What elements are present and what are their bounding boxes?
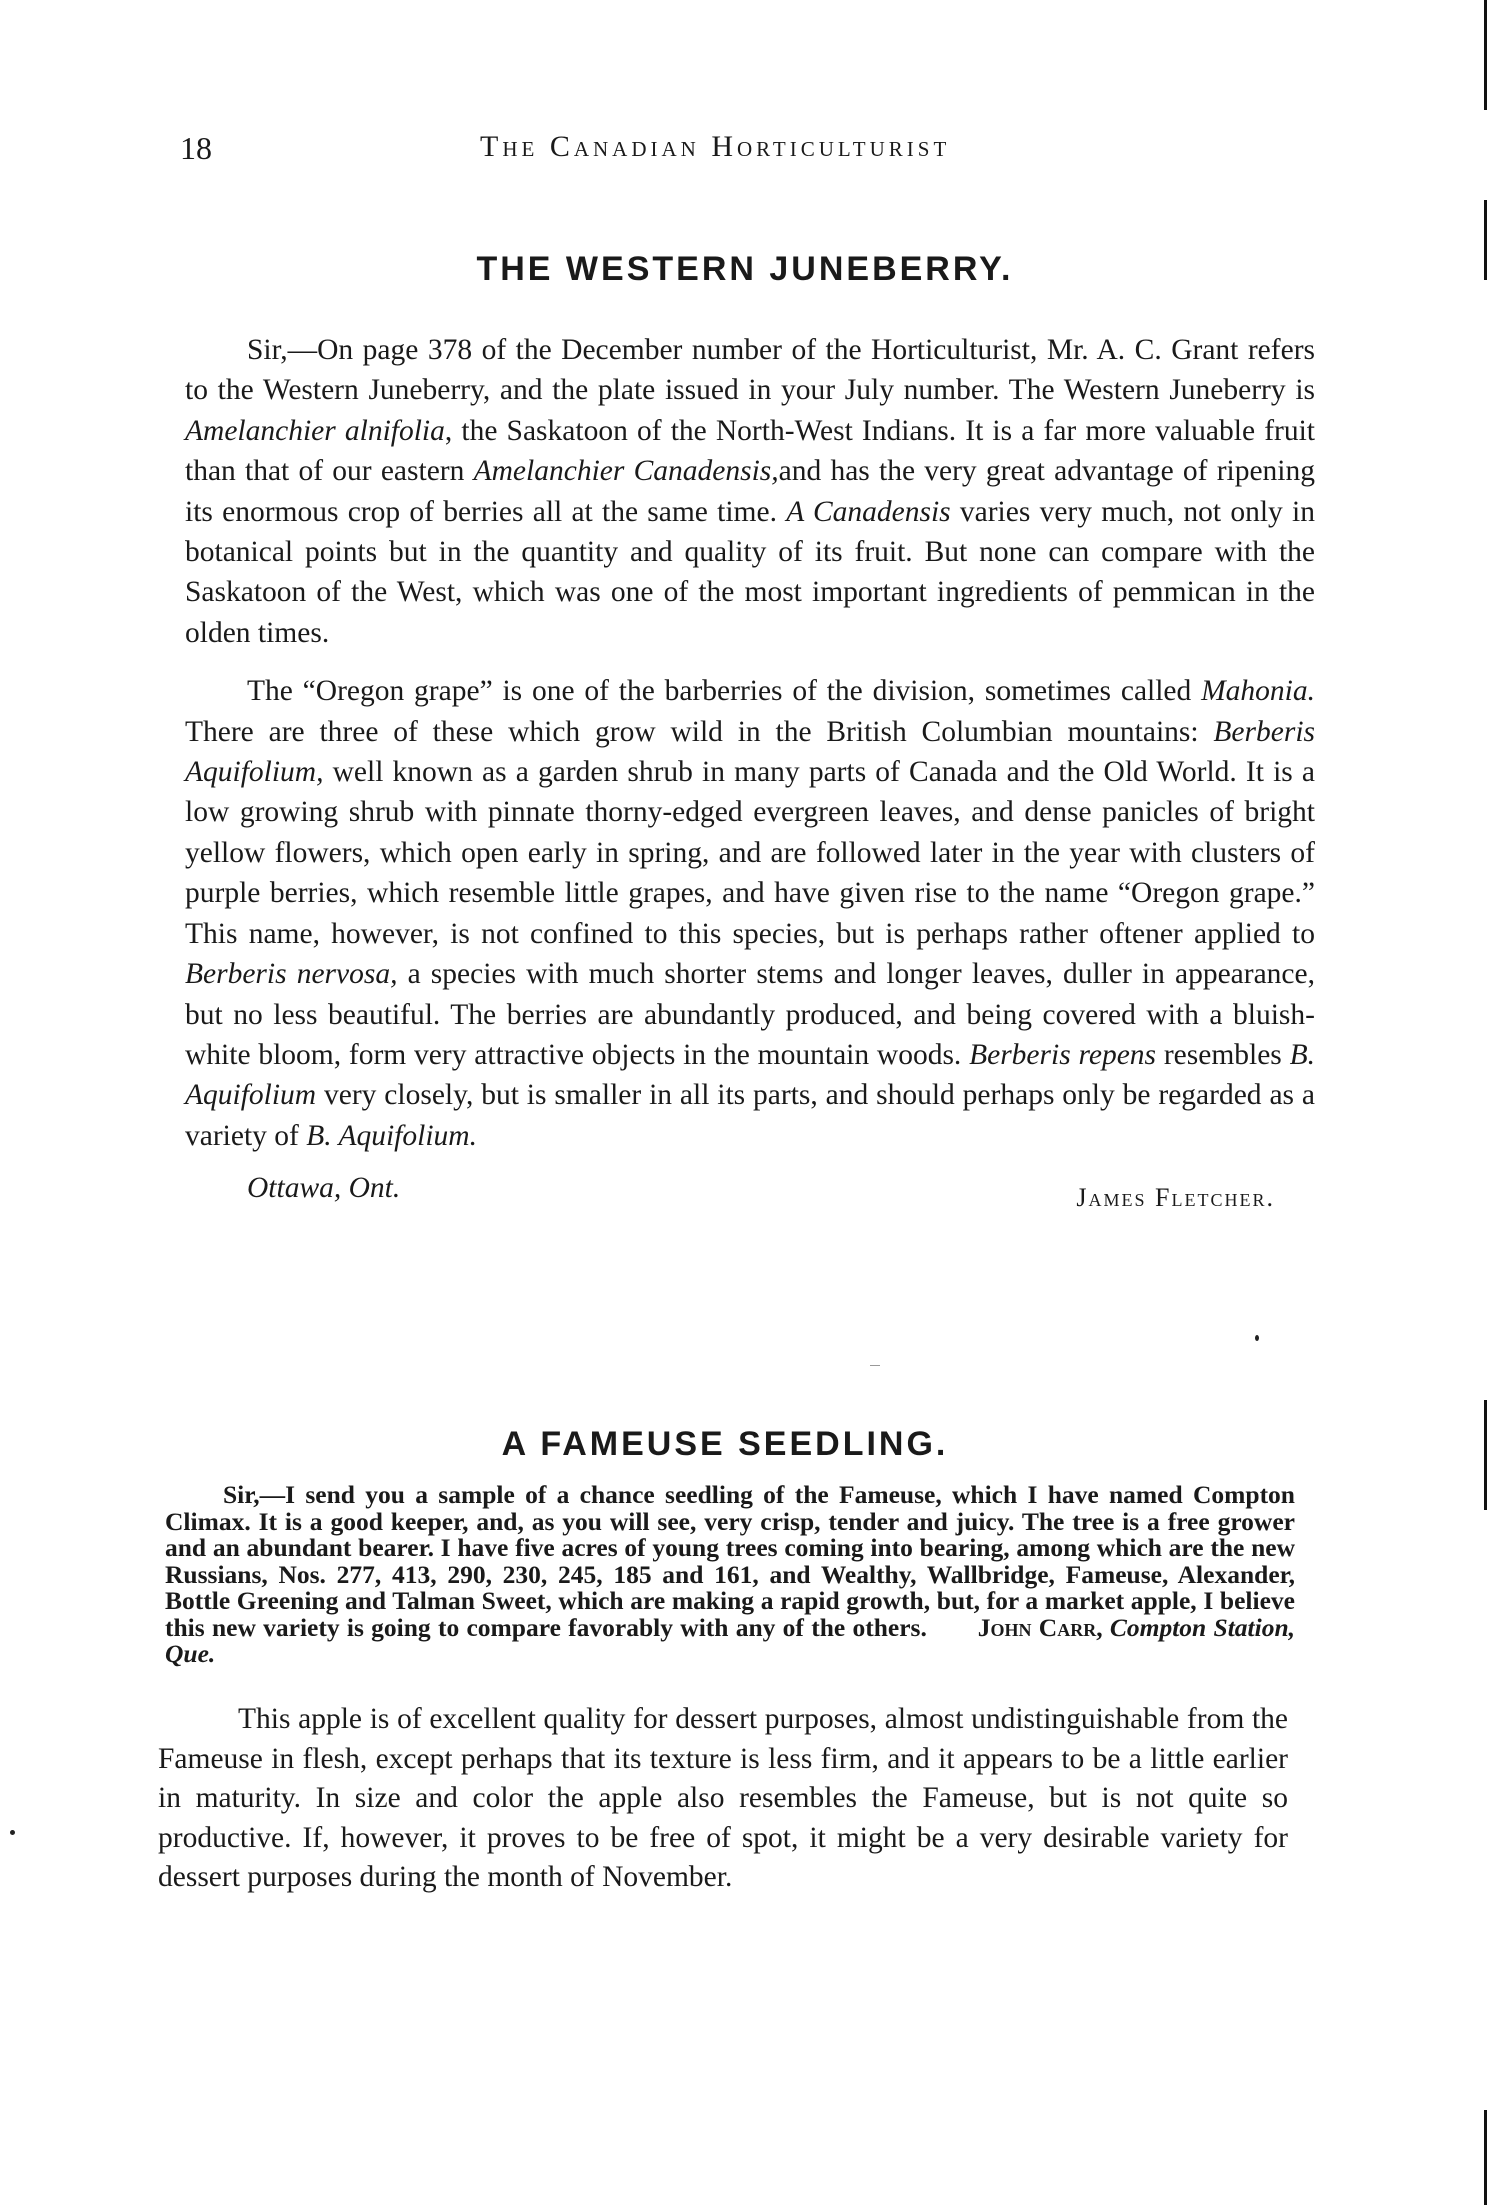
scan-edge-mark xyxy=(1484,0,1487,110)
text-run: resembles xyxy=(1156,1038,1290,1071)
italic-text-run: Berberis repens xyxy=(969,1038,1157,1071)
letter-fameuse-seedling xyxy=(165,1482,1295,1668)
editor-comment xyxy=(158,1700,1288,1898)
text-run: Sir,—On page 378 of the December number of the Horticulturist, Mr. A. C. Grant refers to the Western Juneberry, and the plate issued in your July number. The Western Juneberry is xyxy=(185,334,1315,407)
article-title-fameuse-seedling: A FAMEUSE SEEDLING. xyxy=(501,1425,949,1463)
signature-author: James Fletcher. xyxy=(1076,1183,1275,1213)
scan-edge-mark xyxy=(1484,1400,1487,1510)
text-run: very closely, but is smaller in all its parts, and should perhaps only be regarded as a variety of xyxy=(185,1079,1315,1152)
italic-text-run: A Canadensis xyxy=(786,495,951,528)
italic-text-run: Amelanchier alnifolia xyxy=(185,414,445,447)
text-run: There are three of these which grow wild in the British Columbian mountains: xyxy=(185,715,1214,748)
italic-text-run: Berberis Aquifolium, xyxy=(185,715,1315,789)
italic-text-run: Berberis nervosa, xyxy=(185,958,398,991)
text-run: , the Saskatoon of the North-West Indians. It is a far more valuable fruit than that of our eastern xyxy=(185,414,1315,488)
scan-speck xyxy=(10,1830,15,1835)
signature-place: Ottawa, Ont. xyxy=(247,1172,401,1205)
italic-text-run: B. Aquifolium. xyxy=(306,1119,477,1152)
article-western-juneberry xyxy=(185,330,1315,1218)
signature-row xyxy=(185,1168,1315,1218)
italic-text-run: Mahonia. xyxy=(1201,675,1315,708)
text-run: The “Oregon grape” is one of the barberries of the division, sometimes called xyxy=(247,675,1202,708)
comment-paragraph: This apple is of excellent quality for dessert purposes, almost undistinguishable from the Fameuse in flesh, except perhaps that its texture is less firm, and it appears to be a little earlier in maturity. In size and color the apple also resembles the Fameuse, but is not quite so productive. If, however, it proves to be free of spot, it might be a very desirable variety for dessert purposes during the month of November. xyxy=(158,1703,1288,1893)
scan-edge-mark xyxy=(1484,200,1487,280)
section-separator xyxy=(870,1365,880,1366)
letter-signature-place: Compton Station, Que. xyxy=(165,1612,1296,1668)
scan-speck xyxy=(1255,1335,1259,1341)
text-run: a species with much shorter stems and longer leaves, duller in appearance, but no less beautiful. The berries are abundantly produced, and being covered with a bluish-white bloom, form very attractive objects in the mountain woods. xyxy=(185,958,1315,1071)
journal-title: The Canadian Horticulturist xyxy=(480,130,951,163)
article-title-western-juneberry: THE WESTERN JUNEBERRY. xyxy=(476,250,1014,288)
letter-paragraph xyxy=(165,1482,1295,1668)
text-run: well known as a garden shrub in many parts of Canada and the Old World. It is a low growing shrub with pinnate thorny-edged evergreen leaves, and dense panicles of bright yellow flowers, which open early in spring, and are followed later in the year with clusters of purple berries, which resemble little grapes, and have given rise to the name “Oregon grape.” This name, however, is not confined to this species, but is perhaps rather oftener applied to xyxy=(185,756,1315,950)
letter-signature-name: John Carr, xyxy=(977,1612,1103,1642)
scan-edge-mark xyxy=(1484,2110,1487,2205)
italic-text-run: B. Aquifolium xyxy=(185,1038,1315,1112)
italic-text-run: Amelanchier Canadensis, xyxy=(473,455,779,488)
page-number: 18 xyxy=(180,130,212,166)
running-head xyxy=(180,130,1330,180)
text-run: and has the very great advantage of ripening its enormous crop of berries all at the same time. xyxy=(185,455,1316,528)
letter-text: Sir,—I send you a sample of a chance seedling of the Fameuse, which I have named Compton Climax. It is a good keeper, and, as you will see, very crisp, tender and juicy. The tree is a free grower and an abundant bearer. I have five acres of young trees coming into bearing, among which are the new Russians, Nos. 277, 413, 290, 230, 245, 185 and 161, and Wealthy, Wallbridge, Fameuse, Alexander, Bottle Greening and Talman Sweet, which are making a rapid growth, but, for a market apple, I believe this new variety is going to compare favorably with any of the others. xyxy=(165,1480,1295,1642)
paragraph-oregon-grape xyxy=(185,671,1315,1156)
text-run: varies very much, not only in botanical points but in the quantity and quality of its fruit. But none can compare with the Saskatoon of the West, which was one of the most important ingredients of pemmican in the olden times. xyxy=(185,495,1316,649)
paragraph-juneberry xyxy=(185,330,1315,653)
